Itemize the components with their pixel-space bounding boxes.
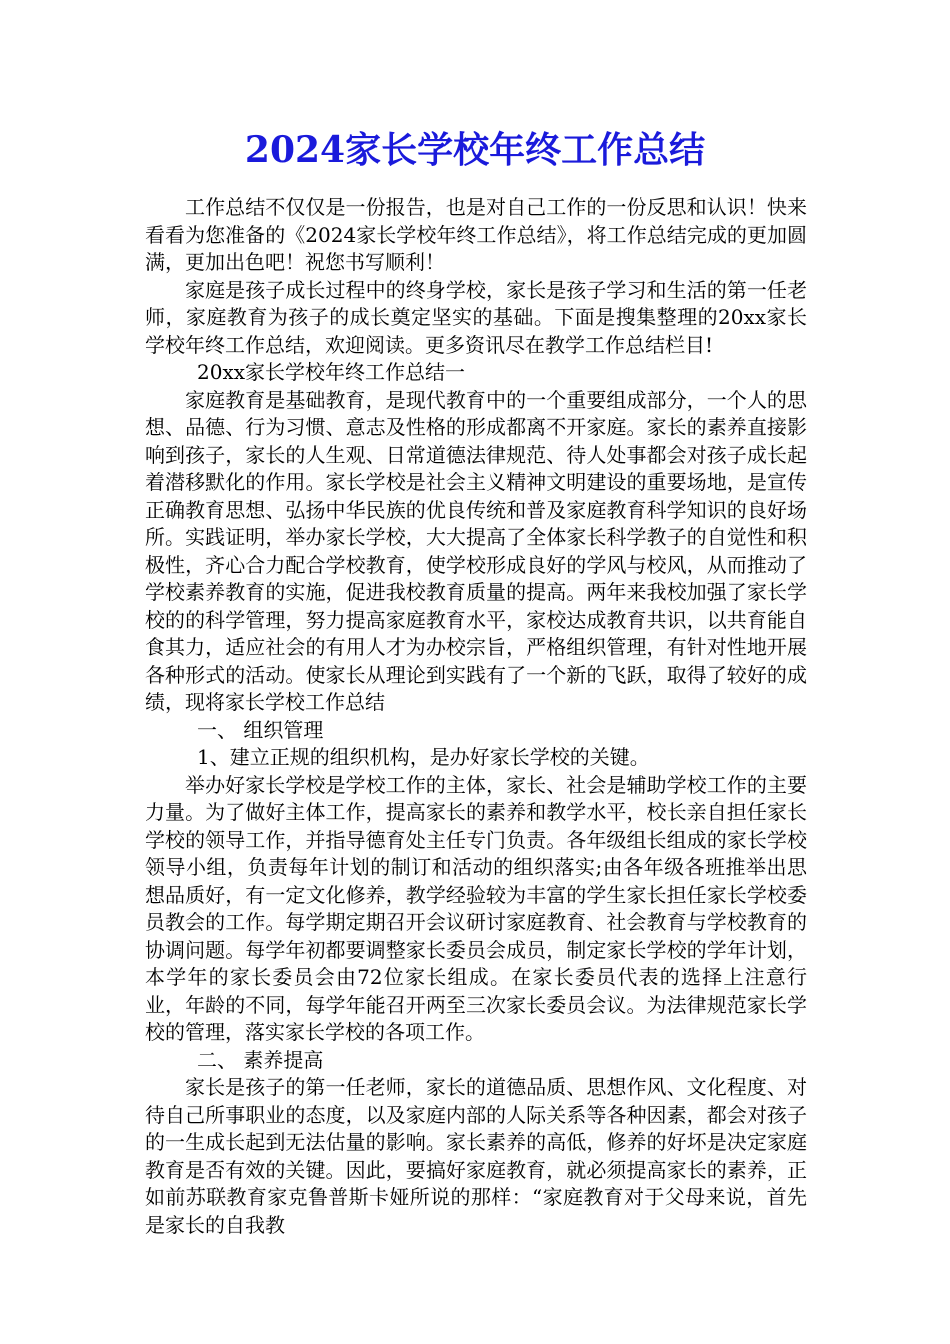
body-paragraph: 家庭教育是基础教育，是现代教育中的一个重要组成部分，一个人的思想、品德、行为习惯、意志及性格的形成都离不开家庭。家长的素养直接影响到孩子，家长的人生观、日常道德法律规范、待人处事都会对孩子成长起着潜移默化的作用。家长学校是社会主义精神文明建设的重要场地，是宣传正确教育思想、弘扬中华民族的优良传统和普及家庭教育科学知识的良好场所。实践证明，举办家长学校，大大提高了全体家长科学教子的自觉性和积极性，齐心合力配合学校教育，使学校形成良好的学风与校风，从而推动了学校素养教育的实施，促进我校教育质量的提高。两年来我校加强了家长学校的的科学管理，努力提高家庭教育水平，家校达成教育共识，以共育能自食其力，适应社会的有用人才为办校宗旨，严格组织管理，有针对性地开展各种形式的活动。使家长从理论到实践有了一个新的飞跃，取得了较好的成绩，现将家长学校工作总结 <box>145 387 807 714</box>
intro-paragraph: 工作总结不仅仅是一份报告，也是对自己工作的一份反思和认识！快来看看为您准备的《2024家长学校年终工作总结》，将工作总结完成的更加圆满，更加出色吧！祝您书写顺利！ <box>145 195 807 274</box>
subsection-heading: 1、建立正规的组织机构，是办好家长学校的关键。 <box>197 745 650 769</box>
section-heading-quality: 二、 素养提高 <box>197 1047 324 1072</box>
document-title: 2024家长学校年终工作总结 <box>244 129 706 171</box>
intro-paragraph-2: 家庭是孩子成长过程中的终身学校，家长是孩子学习和生活的第一任老师，家庭教育为孩子的成长奠定坚实的基础。下面是搜集整理的20xx家长学校年终工作总结，欢迎阅读。更多资讯尽在教学工作总结栏目! <box>145 277 807 357</box>
body-paragraph: 家长是孩子的第一任老师，家长的道德品质、思想作风、文化程度、对待自己所事职业的态度，以及家庭内部的人际关系等各种因素，都会对孩子的一生成长起到无法估量的影响。家长素养的高低，修养的好坏是决定家庭教育是否有效的关键。因此，要搞好家庭教育，就必须提高家长的素养，正如前苏联教育家克鲁普斯卡娅所说的那样：“家庭教育对于父母来说，首先是家长的自我教 <box>145 1075 807 1237</box>
section-heading-summary-one: 20xx家长学校年终工作总结一 <box>197 360 466 384</box>
section-heading-organization: 一、 组织管理 <box>197 717 324 742</box>
body-paragraph: 举办好家长学校是学校工作的主体，家长、社会是辅助学校工作的主要力量。为了做好主体工作，提高家长的素养和教学水平，校长亲自担任家长学校的领导工作，并指导德育处主任专门负责。各年级组长组成的家长学校领导小组，负责每年计划的制订和活动的组织落实;由各年级各班推举出思想品质好，有一定文化修养，教学经验较为丰富的学生家长担任家长学校委员教会的工作。每学期定期召开会议研讨家庭教育、社会教育与学校教育的协调问题。每学年初都要调整家长委员会成员，制定家长学校的学年计划，本学年的家长委员会由72位家长组成。在家长委员代表的选择上注意行业，年龄的不同，每学年能召开两至三次家长委员会议。为法律规范家长学校的管理，落实家长学校的各项工作。 <box>145 772 807 1044</box>
document-body <box>145 194 807 1239</box>
